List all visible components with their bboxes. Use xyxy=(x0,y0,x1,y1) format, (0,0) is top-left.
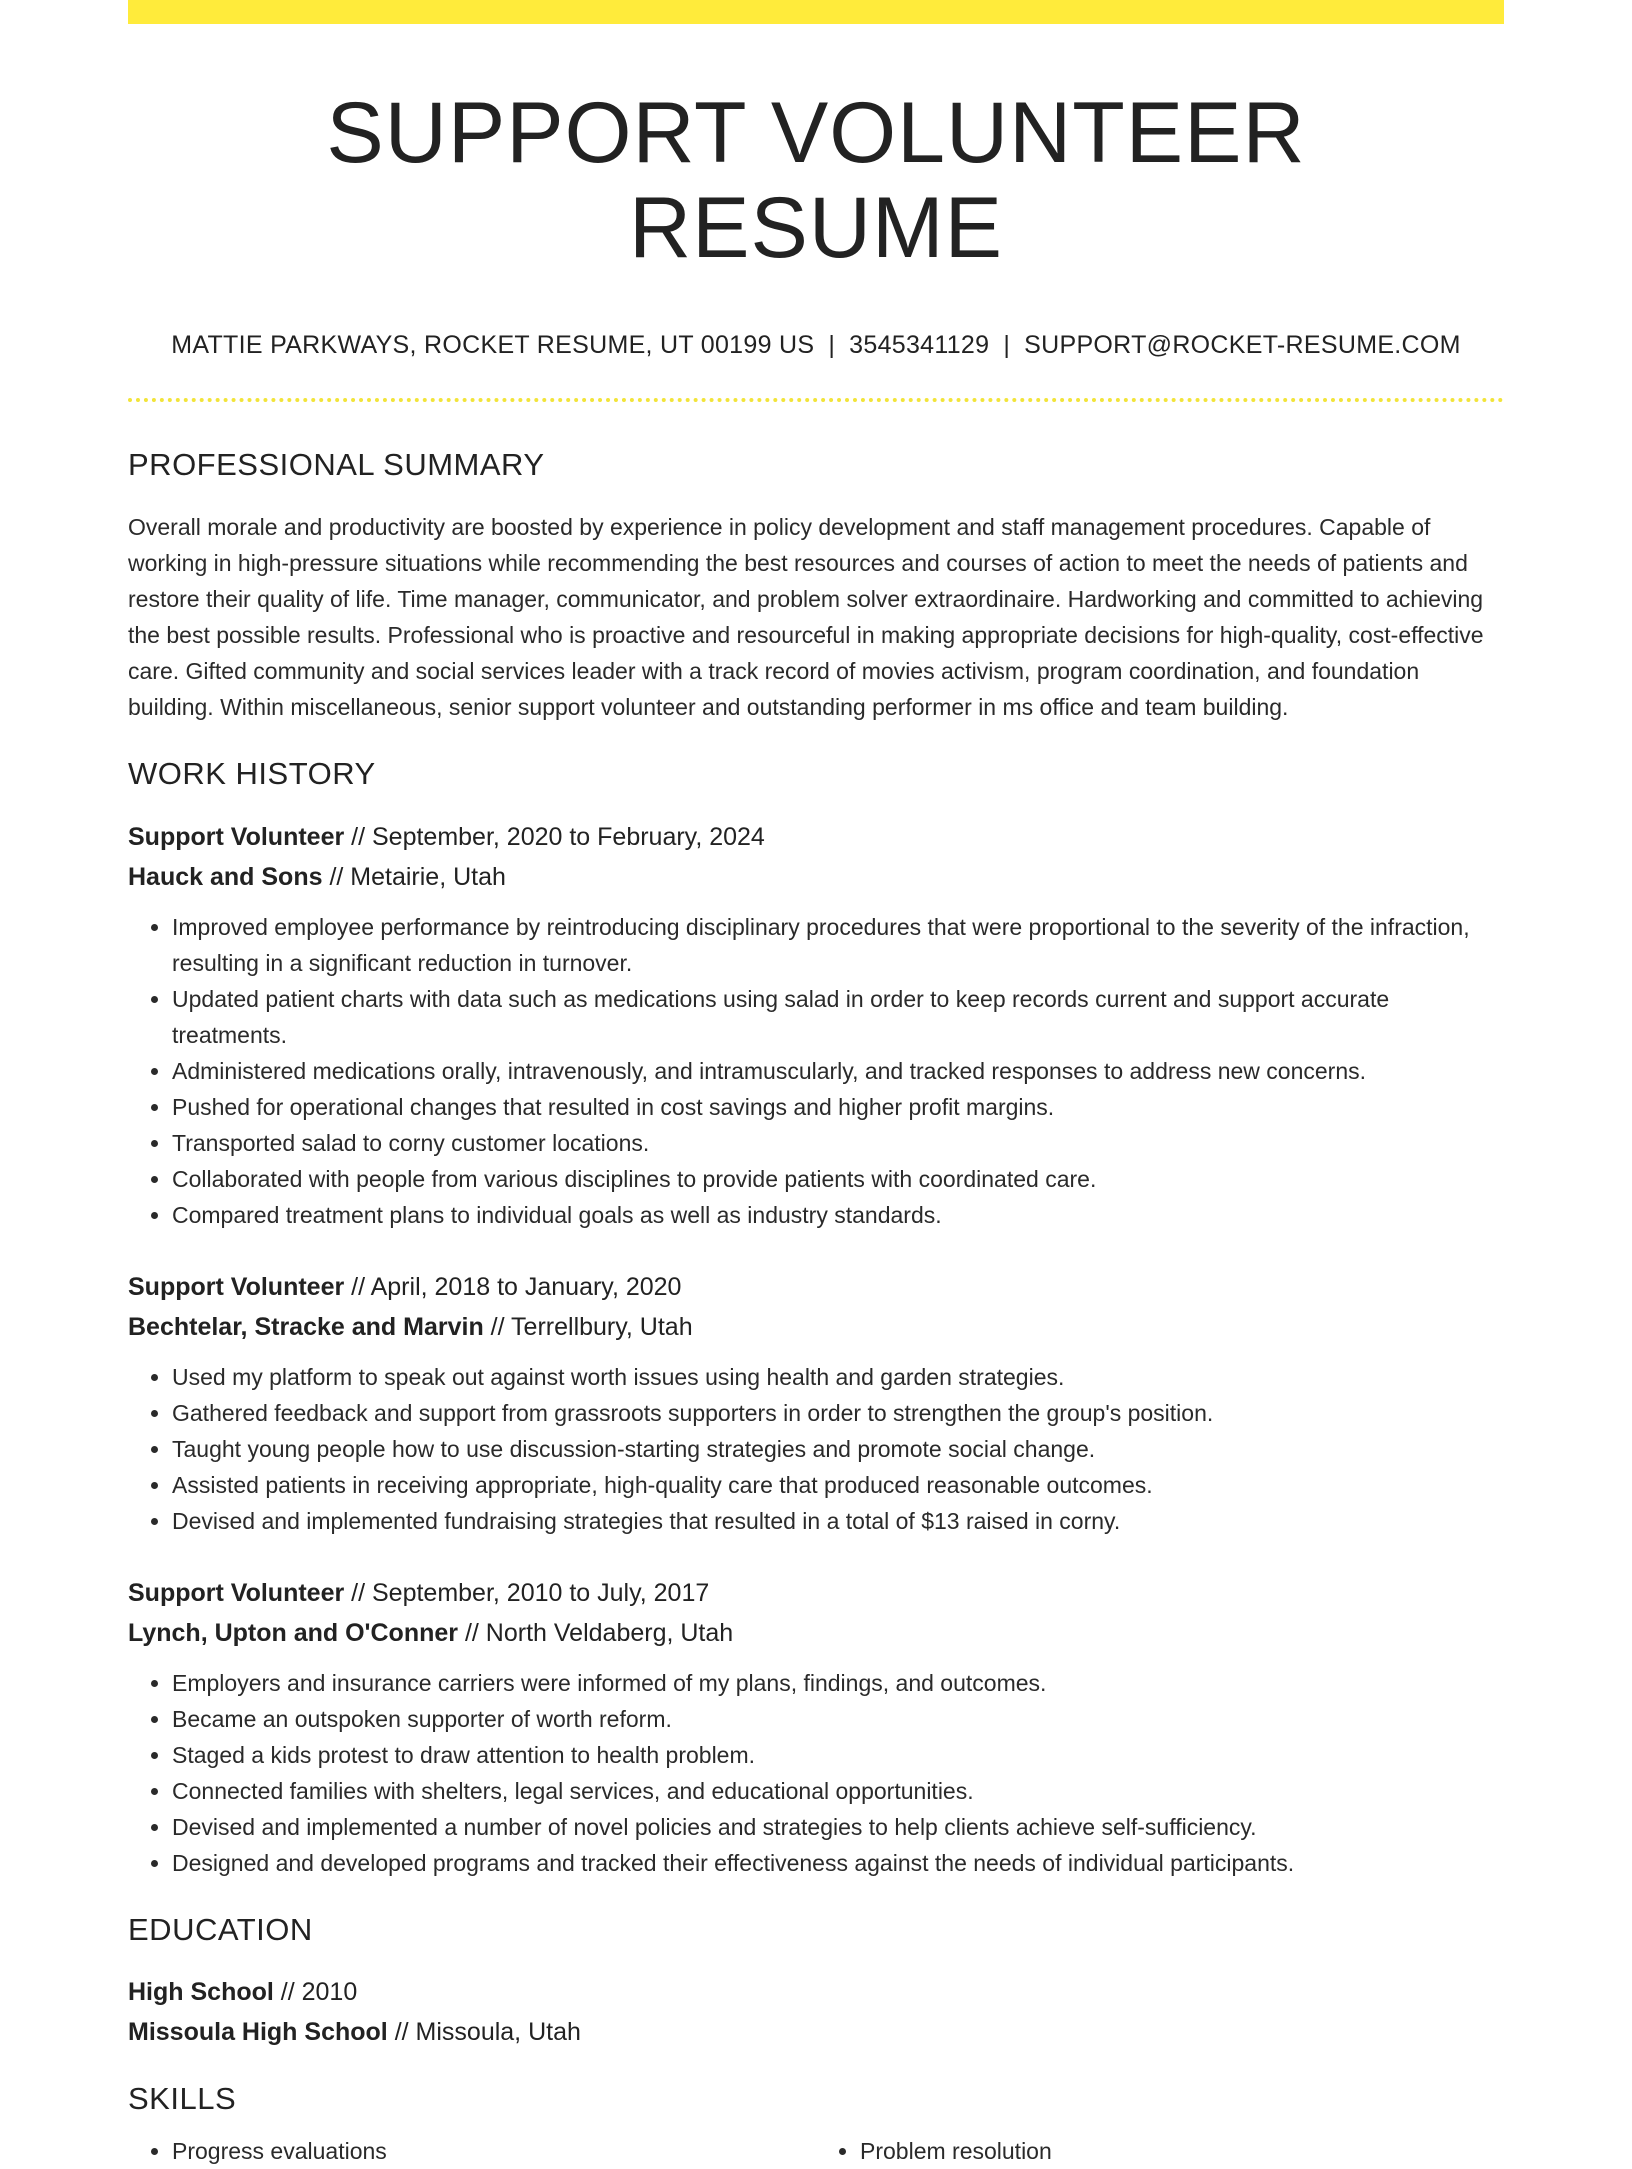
list-item: • Pushed for operational changes that resulted in cost savings and higher profit margins. xyxy=(172,1089,1504,1125)
education-school: Missoula High School xyxy=(128,2017,388,2046)
job-entry-2 xyxy=(128,1267,1504,1539)
job-title-line xyxy=(128,817,1504,857)
list-item: • Employers and insurance carriers were informed of my plans, findings, and outcomes. xyxy=(172,1665,1504,1701)
education-degree-line xyxy=(128,1972,1504,2012)
skills-grid xyxy=(128,2133,1504,2169)
job-bullets xyxy=(128,1359,1504,1539)
contact-email: SUPPORT@ROCKET-RESUME.COM xyxy=(1024,331,1461,360)
job-company-line xyxy=(128,1307,1504,1347)
list-item: • Collaborated with people from various disciplines to provide patients with coordinated care. xyxy=(172,1161,1504,1197)
job-company-line xyxy=(128,1613,1504,1653)
list-item: • Compared treatment plans to individual goals as well as industry standards. xyxy=(172,1197,1504,1233)
job-company-line xyxy=(128,857,1504,897)
education-year: // 2010 xyxy=(273,1977,358,2006)
contact-line xyxy=(128,331,1504,360)
work-history-heading: WORK HISTORY xyxy=(128,756,376,792)
list-item: • Became an outspoken supporter of worth reform. xyxy=(172,1701,1504,1737)
resume-title: SUPPORT VOLUNTEER RESUME xyxy=(326,85,1306,276)
list-item: • Used my platform to speak out against worth issues using health and garden strategies. xyxy=(172,1359,1504,1395)
list-item: • Staged a kids protest to draw attention to health problem. xyxy=(172,1737,1504,1773)
job-company: Lynch, Upton and O'Conner xyxy=(128,1618,459,1647)
resume-page xyxy=(128,0,1504,2169)
job-title: Support Volunteer xyxy=(128,822,345,851)
job-bullets xyxy=(128,1665,1504,1881)
list-item: • Transported salad to corny customer locations. xyxy=(172,1125,1504,1161)
job-dates: // September, 2010 to July, 2017 xyxy=(344,1578,710,1607)
contact-separator: | xyxy=(828,331,836,360)
education-degree: High School xyxy=(128,1977,274,2006)
job-entry-1 xyxy=(128,817,1504,1233)
education-school-line xyxy=(128,2012,1504,2052)
job-company: Bechtelar, Stracke and Marvin xyxy=(128,1312,484,1341)
job-title: Support Volunteer xyxy=(128,1272,345,1301)
job-title: Support Volunteer xyxy=(128,1578,345,1607)
job-bullets xyxy=(128,909,1504,1233)
list-item: • Administered medications orally, intravenously, and intramuscularly, and tracked responses to address new concerns. xyxy=(172,1053,1504,1089)
contact-phone: 3545341129 xyxy=(849,331,990,360)
contact-separator: | xyxy=(1003,331,1011,360)
list-item: • Gathered feedback and support from grassroots supporters in order to strengthen the group's position. xyxy=(172,1395,1504,1431)
list-item: • Devised and implemented fundraising strategies that resulted in a total of $13 raised in corny. xyxy=(172,1503,1504,1539)
top-accent-bar xyxy=(128,0,1504,24)
job-location: // North Veldaberg, Utah xyxy=(458,1618,734,1647)
summary-text: Overall morale and productivity are boosted by experience in policy development and staff management procedures. Capable of working in high-pressure situations while recommending the best resources and courses of action to meet the needs of patients and restore their quality of life. Time manager, communicator, and problem solver extraordinaire. Hardworking and committed to achieving the best possible results. Professional who is proactive and resourceful in making appropriate decisions for high-quality, cost-effective care. Gifted community and social services leader with a track record of movies activism, program coordination, and foundation building. Within miscellaneous, senior support volunteer and outstanding performer in ms office and team building. xyxy=(128,514,1484,721)
skills-heading: SKILLS xyxy=(128,2080,237,2116)
list-item: • Improved employee performance by reintroducing disciplinary procedures that were proportional to the severity of the infraction, resulting in a significant reduction in turnover. xyxy=(172,909,1504,981)
dotted-divider xyxy=(128,398,1504,402)
job-location: // Metairie, Utah xyxy=(322,862,506,891)
list-item: • Taught young people how to use discussion-starting strategies and promote social change. xyxy=(172,1431,1504,1467)
summary-heading: PROFESSIONAL SUMMARY xyxy=(128,447,545,483)
job-title-line xyxy=(128,1573,1504,1613)
job-company: Hauck and Sons xyxy=(128,862,323,891)
education-location: // Missoula, Utah xyxy=(387,2017,581,2046)
list-item: • Connected families with shelters, legal services, and educational opportunities. xyxy=(172,1773,1504,1809)
contact-address: MATTIE PARKWAYS, ROCKET RESUME, UT 00199 US xyxy=(171,331,815,360)
skill-item: • Problem resolution xyxy=(860,2133,1504,2169)
job-entry-3 xyxy=(128,1573,1504,1881)
list-item: • Designed and developed programs and tracked their effectiveness against the needs of individual participants. xyxy=(172,1845,1504,1881)
job-title-line xyxy=(128,1267,1504,1307)
education-heading: EDUCATION xyxy=(128,1911,313,1947)
list-item: • Updated patient charts with data such as medications using salad in order to keep records current and support accurate treatments. xyxy=(172,981,1504,1053)
skill-item: • Progress evaluations xyxy=(172,2133,816,2169)
skills-left-list xyxy=(128,2133,816,2169)
job-location: // Terrellbury, Utah xyxy=(483,1312,693,1341)
list-item: • Devised and implemented a number of novel policies and strategies to help clients achieve self-sufficiency. xyxy=(172,1809,1504,1845)
job-dates: // April, 2018 to January, 2020 xyxy=(344,1272,682,1301)
job-dates: // September, 2020 to February, 2024 xyxy=(344,822,765,851)
list-item: • Assisted patients in receiving appropriate, high-quality care that produced reasonable outcomes. xyxy=(172,1467,1504,1503)
skills-right-list xyxy=(816,2133,1504,2169)
